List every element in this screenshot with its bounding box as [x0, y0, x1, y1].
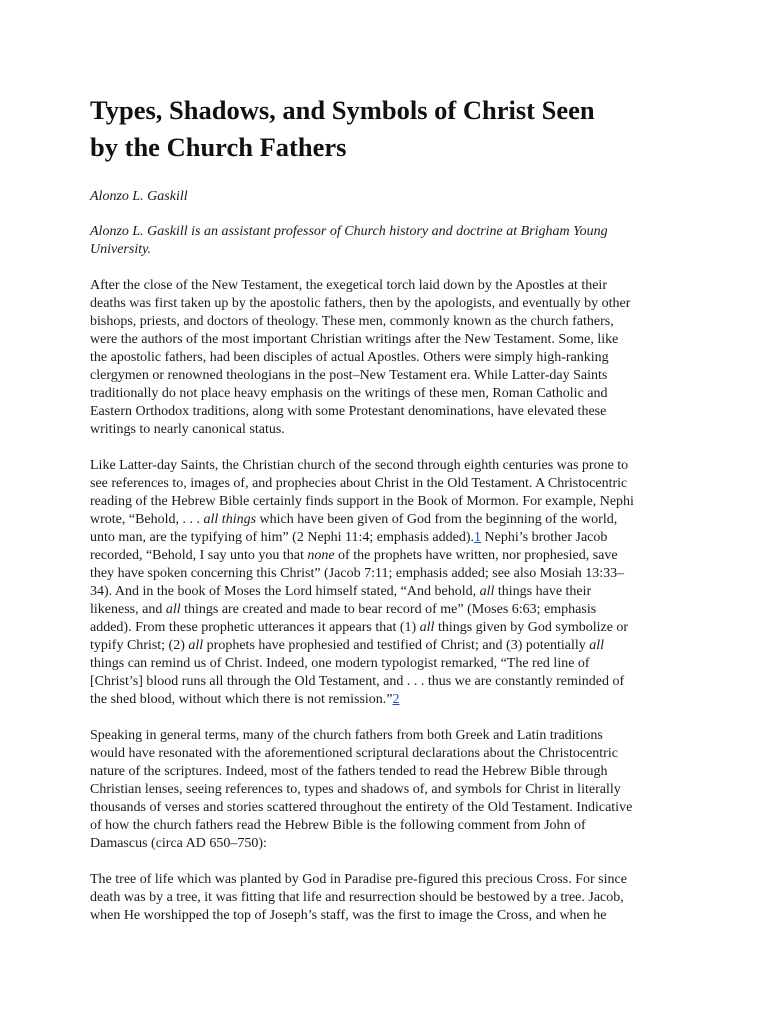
title-line-1: Types, Shadows, and Symbols of Christ Seen — [90, 95, 595, 125]
text-line: would have resonated with the aforementioned scriptural declarations about the Christocentric — [90, 746, 618, 761]
text-line: clergymen or renowned theologians in the post–New Testament era. While Latter-day Saints — [90, 368, 608, 383]
text-line: they have spoken concerning this Christ” (Jacob 7:11; emphasis added; see also Mosiah 13:33– — [90, 566, 625, 581]
text-line: the apostolic fathers, had been disciples of actual Apostles. Others were simply high-ranking — [90, 350, 609, 365]
text-line: traditionally do not place heavy emphasis on the writings of these men, Roman Catholic and — [90, 386, 608, 401]
title-line-2: by the Church Fathers — [90, 132, 347, 162]
text-line: reading of the Hebrew Bible certainly finds support in the Book of Mormon. For example, Nephi — [90, 494, 634, 509]
text-line: 34). And in the book of Moses the Lord himself stated, “And behold, all things have their — [90, 584, 592, 599]
text-line: Speaking in general terms, many of the church fathers from both Greek and Latin traditions — [90, 728, 603, 743]
text-line: recorded, “Behold, I say unto you that none of the prophets have written, nor prophesied, save — [90, 548, 618, 563]
article — [90, 92, 682, 943]
article-title — [90, 92, 682, 166]
text-line: Eastern Orthodox traditions, along with some Protestant denominations, have elevated these — [90, 404, 607, 419]
text-line: death was by a tree, it was fitting that life and resurrection should be bestowed by a tree. Jacob, — [90, 890, 624, 905]
text-line: deaths was first taken up by the apostolic fathers, then by the apologists, and eventually by other — [90, 296, 631, 311]
paragraph-4 — [90, 871, 682, 925]
text-line: see references to, images of, and prophecies about Christ in the Old Testament. A Christocentric — [90, 476, 628, 491]
emphasis: all — [479, 584, 495, 599]
text-line: of how the church fathers read the Hebrew Bible is the following comment from John of — [90, 818, 586, 833]
text-line: Like Latter-day Saints, the Christian church of the second through eighth centuries was prone to — [90, 458, 629, 473]
footnote-link-2[interactable]: 2 — [392, 692, 400, 707]
text-line: thousands of verses and stories scattered throughout the entirety of the Old Testament. Indicative — [90, 800, 633, 815]
text-line: unto man, are the typifying of him” (2 Nephi 11:4; emphasis added).1 Nephi’s brother Jacob — [90, 530, 608, 545]
text-line: Christian lenses, seeing references to, types and shadows of, and symbols for Christ in literally — [90, 782, 621, 797]
text-line: nature of the scriptures. Indeed, most of the fathers tended to read the Hebrew Bible through — [90, 764, 608, 779]
bio-line-1: Alonzo L. Gaskill is an assistant professor of Church history and doctrine at Brigham Young — [90, 224, 608, 239]
emphasis: all — [589, 638, 605, 653]
paragraph-3 — [90, 727, 682, 853]
footnote-link-1[interactable]: 1 — [474, 530, 482, 545]
text-line: the shed blood, without which there is not remission.”2 — [90, 692, 400, 707]
emphasis: all things — [203, 512, 257, 527]
text-line: writings to nearly canonical status. — [90, 422, 285, 437]
text-line: [Christ’s] blood runs all through the Old Testament, and . . . thus we are constantly reminded of — [90, 674, 625, 689]
paragraph-2 — [90, 457, 682, 709]
emphasis: all — [188, 638, 204, 653]
bio-line-2: University. — [90, 242, 152, 257]
text-line: likeness, and all things are created and made to bear record of me” (Moses 6:63; emphasis — [90, 602, 597, 617]
emphasis: none — [307, 548, 335, 563]
text-line: things can remind us of Christ. Indeed, one modern typologist remarked, “The red line of — [90, 656, 590, 671]
text-line: bishops, priests, and doctors of theology. These men, commonly known as the church fathers, — [90, 314, 614, 329]
paragraph-1 — [90, 277, 682, 439]
text-line: Damascus (circa AD 650–750): — [90, 836, 267, 851]
text-line: After the close of the New Testament, the exegetical torch laid down by the Apostles at their — [90, 278, 607, 293]
text-line: were the authors of the most important Christian writings after the New Testament. Some, like — [90, 332, 619, 347]
author-name: Alonzo L. Gaskill — [90, 189, 188, 204]
emphasis: all — [419, 620, 435, 635]
text-line: when He worshipped the top of Joseph’s staff, was the first to image the Cross, and when he — [90, 908, 607, 923]
text-line: wrote, “Behold, . . . all things which have been given of God from the beginning of the world, — [90, 512, 618, 527]
text-line: The tree of life which was planted by God in Paradise pre-figured this precious Cross. For since — [90, 872, 627, 887]
emphasis: all — [165, 602, 181, 617]
text-line: typify Christ; (2) all prophets have prophesied and testified of Christ; and (3) potentially all — [90, 638, 605, 653]
author-bio — [90, 223, 682, 259]
text-line: added). From these prophetic utterances it appears that (1) all things given by God symbolize or — [90, 620, 629, 635]
